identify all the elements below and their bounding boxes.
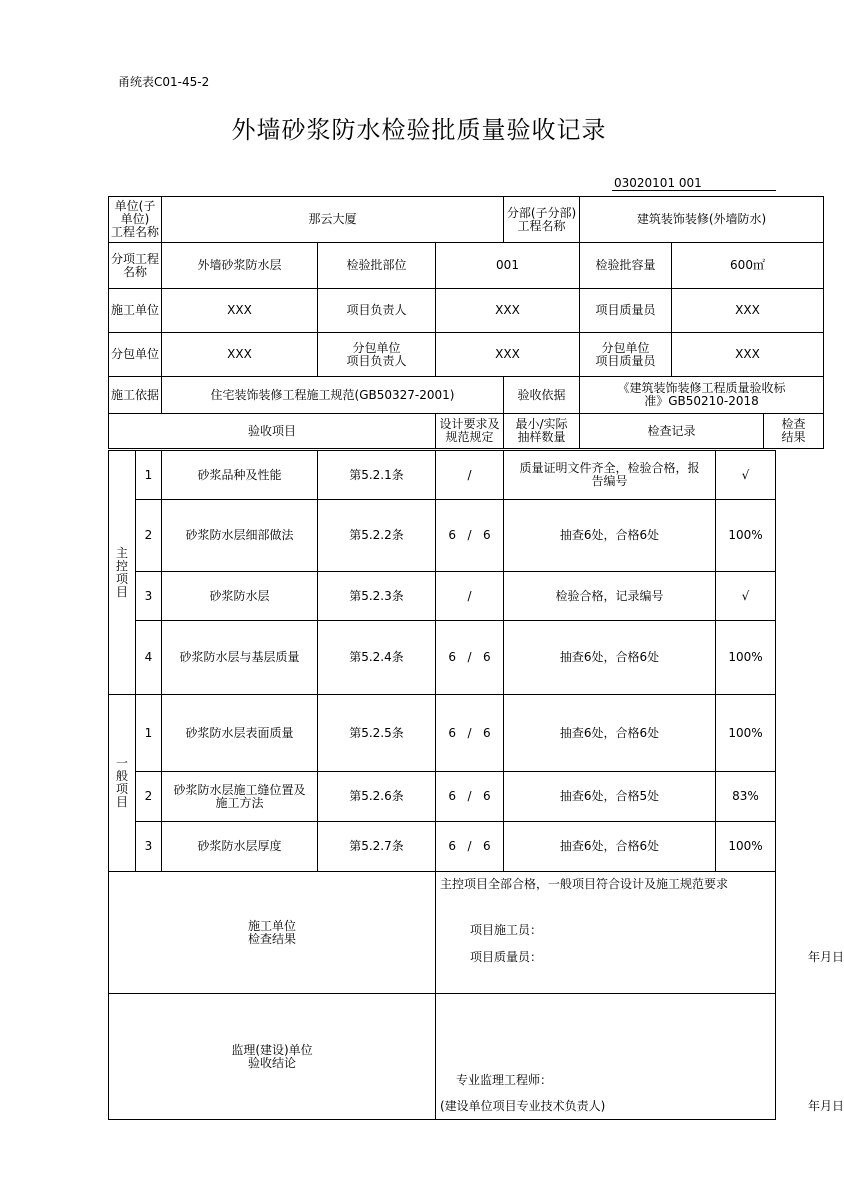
row-result: 100% <box>716 621 776 695</box>
contractor-check-row <box>109 872 776 994</box>
worker-signature-label: 项目施工员： <box>470 923 543 937</box>
table-row <box>109 695 776 772</box>
sub-label: 分包单位 <box>109 333 162 377</box>
pm-value: XXX <box>436 289 580 333</box>
row-record: 抽查6处，合格6处 <box>504 500 716 572</box>
row-number: 4 <box>136 621 162 695</box>
row-result: √ <box>716 451 776 500</box>
supervisor-check-label: 监理(建设)单位 验收结论 <box>109 994 436 1120</box>
supervising-engineer-label: 专业监理工程师： <box>456 1073 553 1087</box>
contractor-date: 年月日 <box>808 950 844 964</box>
batch-part-value: 001 <box>436 243 580 289</box>
col-header-record: 检查记录 <box>580 414 764 449</box>
row-name: 砂浆防水层厚度 <box>162 822 318 872</box>
supervisor-date: 年月日 <box>808 1099 844 1113</box>
basis-label: 施工依据 <box>109 377 162 414</box>
row-spec: 第5.2.4条 <box>318 621 436 695</box>
basis-value: 住宅装饰装修工程施工规范(GB50327-2001) <box>162 377 504 414</box>
row-sample: 6 / 6 <box>436 772 504 822</box>
contractor-label: 施工单位 <box>109 289 162 333</box>
capacity-label: 检验批容量 <box>580 243 672 289</box>
row-number: 2 <box>136 500 162 572</box>
qc-value: XXX <box>672 289 824 333</box>
row-name: 砂浆防水层 <box>162 572 318 621</box>
row-spec: 第5.2.2条 <box>318 500 436 572</box>
row-sample: 6 / 6 <box>436 621 504 695</box>
row-name: 砂浆防水层表面质量 <box>162 695 318 772</box>
row-number: 1 <box>136 695 162 772</box>
row-sample: 6 / 6 <box>436 695 504 772</box>
sub-pm-label: 分包单位 项目负责人 <box>318 333 436 377</box>
contractor-check-content <box>436 872 844 994</box>
serial-number: 03020101 001 <box>612 176 776 191</box>
col-header-item: 验收项目 <box>109 414 436 449</box>
row-result: √ <box>716 572 776 621</box>
row-record: 质量证明文件齐全，检验合格，报 告编号 <box>504 451 716 500</box>
capacity-value: 600㎡ <box>672 243 824 289</box>
owner-technical-lead-label: (建设单位项目专业技术负责人) <box>440 1099 606 1113</box>
row-spec: 第5.2.3条 <box>318 572 436 621</box>
subdivision-label: 分部(子分部) 工程名称 <box>504 197 580 243</box>
inspection-form-table <box>108 196 824 449</box>
row-result: 100% <box>716 695 776 772</box>
table-row <box>109 822 776 872</box>
table-row <box>109 451 776 500</box>
supervisor-check-row <box>109 994 776 1120</box>
page-title: 外墙砂浆防水检验批质量验收记录 <box>231 116 607 144</box>
item-value: 外墙砂浆防水层 <box>162 243 318 289</box>
row-record: 抽查6处，合格6处 <box>504 621 716 695</box>
row-number: 3 <box>136 572 162 621</box>
unit-label: 单位(子单位) 工程名称 <box>109 197 162 243</box>
row-result: 100% <box>716 500 776 572</box>
qc-signature-label: 项目质量员： <box>470 950 543 964</box>
general-group-label: 一 般 项 目 <box>109 695 136 872</box>
row-sample: / <box>436 451 504 500</box>
row-name: 砂浆防水层施工缝位置及 施工方法 <box>162 772 318 822</box>
row-spec: 第5.2.6条 <box>318 772 436 822</box>
contractor-conclusion: 主控项目全部合格，一般项目符合设计及施工规范要求 <box>440 877 729 891</box>
acceptance-basis-label: 验收依据 <box>504 377 580 414</box>
main-group-label: 主 控 项 目 <box>109 451 136 695</box>
row-result: 83% <box>716 772 776 822</box>
form-code: 甬统表C01-45-2 <box>118 75 210 89</box>
row-sample: / <box>436 572 504 621</box>
pm-label: 项目负责人 <box>318 289 436 333</box>
sub-value: XXX <box>162 333 318 377</box>
contractor-check-label: 施工单位 检查结果 <box>109 872 436 994</box>
table-row <box>109 500 776 572</box>
items-table <box>108 450 844 1120</box>
sub-qc-label: 分包单位 项目质量员 <box>580 333 672 377</box>
row-record: 检验合格，记录编号 <box>504 572 716 621</box>
row-sample: 6 / 6 <box>436 822 504 872</box>
row-number: 3 <box>136 822 162 872</box>
col-header-spec-visible: 设计要求及 规范规定 <box>436 414 504 449</box>
sub-pm-value: XXX <box>436 333 580 377</box>
row-name: 砂浆防水层与基层质量 <box>162 621 318 695</box>
acceptance-basis-value: 《建筑装饰装修工程质量验收标 准》GB50210-2018 <box>580 377 824 414</box>
row-number: 2 <box>136 772 162 822</box>
col-header-sample: 最小/实际 抽样数量 <box>504 414 580 449</box>
contractor-value: XXX <box>162 289 318 333</box>
qc-label: 项目质量员 <box>580 289 672 333</box>
unit-value: 那云大厦 <box>162 197 504 243</box>
table-row <box>109 772 776 822</box>
item-label: 分项工程名称 <box>109 243 162 289</box>
col-header-result: 检查 结果 <box>764 414 824 449</box>
row-name: 砂浆品种及性能 <box>162 451 318 500</box>
row-record: 抽查6处，合格5处 <box>504 772 716 822</box>
row-record: 抽查6处，合格6处 <box>504 695 716 772</box>
row-sample: 6 / 6 <box>436 500 504 572</box>
row-number: 1 <box>136 451 162 500</box>
supervisor-check-content <box>436 994 844 1120</box>
row-spec: 第5.2.5条 <box>318 695 436 772</box>
row-record: 抽查6处，合格6处 <box>504 822 716 872</box>
batch-part-label: 检验批部位 <box>318 243 436 289</box>
sub-qc-value: XXX <box>672 333 824 377</box>
row-spec: 第5.2.1条 <box>318 451 436 500</box>
row-spec: 第5.2.7条 <box>318 822 436 872</box>
table-row <box>109 621 776 695</box>
subdivision-value: 建筑装饰装修(外墙防水) <box>580 197 824 243</box>
table-row <box>109 572 776 621</box>
row-name: 砂浆防水层细部做法 <box>162 500 318 572</box>
row-result: 100% <box>716 822 776 872</box>
